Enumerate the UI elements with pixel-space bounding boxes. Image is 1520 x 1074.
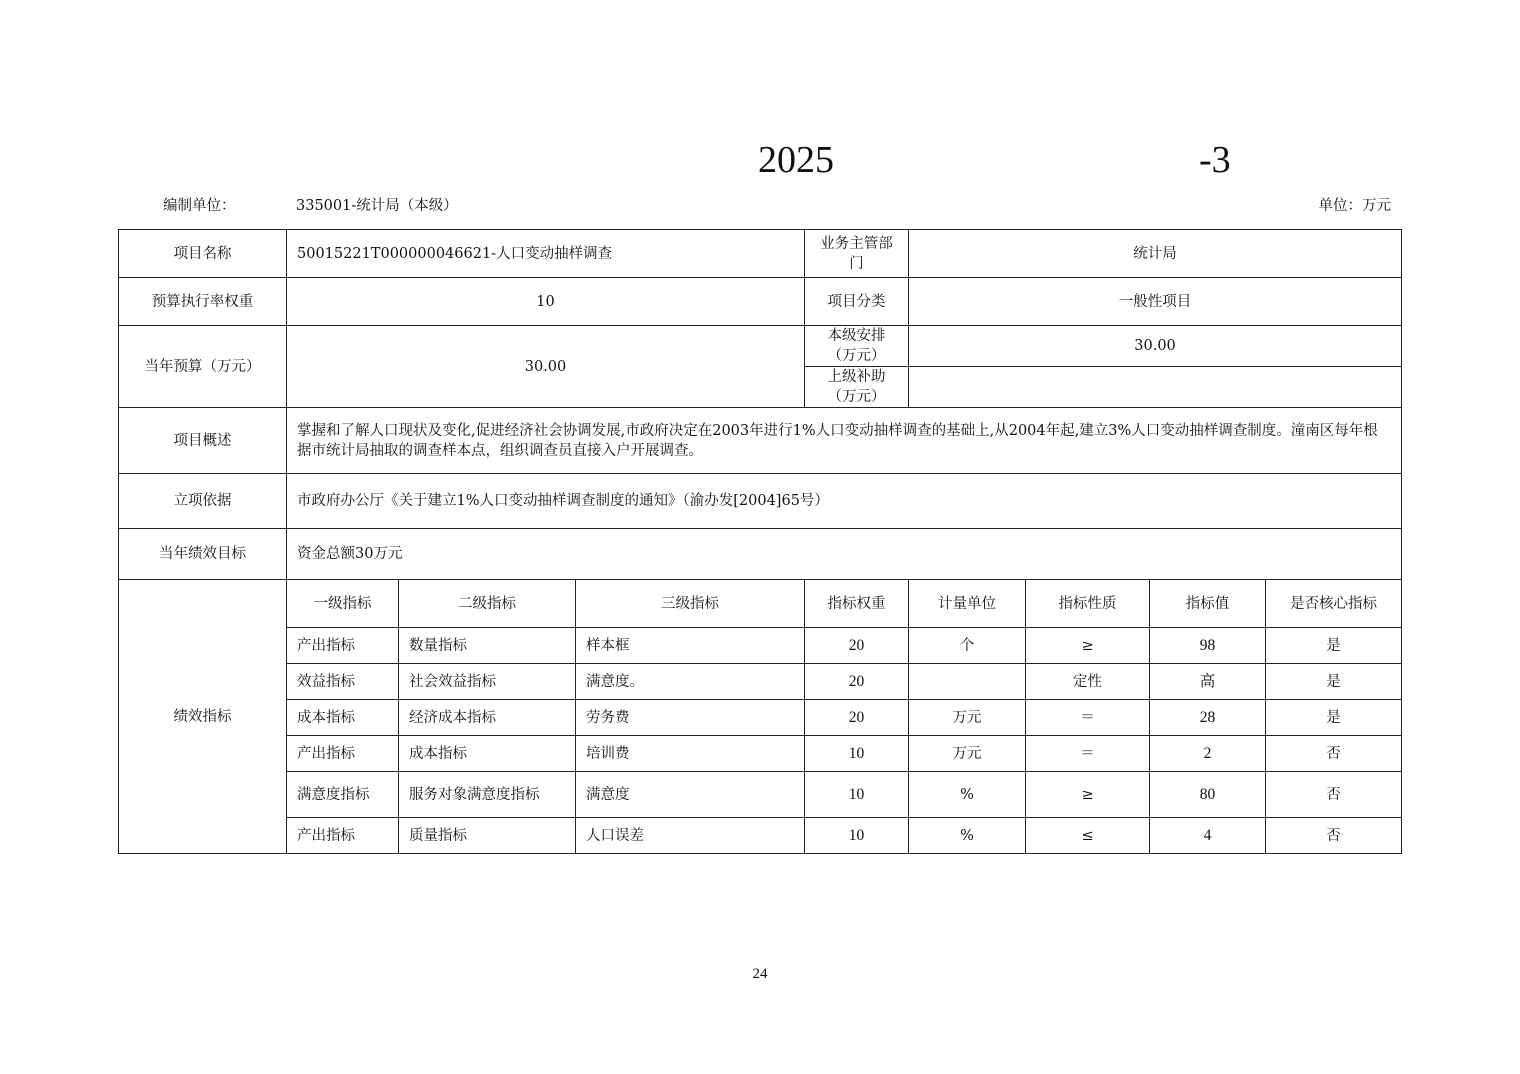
level3-cell: 样本框 [576, 628, 805, 664]
overview-label: 项目概述 [119, 408, 287, 474]
nature-cell: ≥ [1026, 628, 1150, 664]
header-level3: 三级指标 [576, 580, 805, 628]
value-cell: 2 [1150, 736, 1266, 772]
unit-cell: 万元 [909, 700, 1026, 736]
project-name-value: 50015221T000000046621-人口变动抽样调查 [287, 230, 805, 278]
nature-cell: ＝ [1026, 736, 1150, 772]
header-nature: 指标性质 [1026, 580, 1150, 628]
report-title-code: -3 [1199, 139, 1231, 181]
goal-label: 当年绩效目标 [119, 529, 287, 580]
row-overview [119, 408, 1402, 474]
level2-cell: 社会效益指标 [399, 664, 576, 700]
compiling-unit-value: 335001-统计局（本级） [296, 198, 458, 214]
value-cell: 80 [1150, 772, 1266, 818]
nature-cell: ＝ [1026, 700, 1150, 736]
core-cell: 是 [1266, 700, 1402, 736]
weight-cell: 10 [805, 818, 909, 854]
weight-label: 预算执行率权重 [119, 278, 287, 326]
header-unit: 计量单位 [909, 580, 1026, 628]
nature-cell: ≥ [1026, 772, 1150, 818]
row-project-name [119, 230, 1402, 278]
level2-cell: 成本指标 [399, 736, 576, 772]
level1-cell: 产出指标 [287, 736, 399, 772]
unit-cell: % [909, 818, 1026, 854]
nature-cell: 定性 [1026, 664, 1150, 700]
project-name-label: 项目名称 [119, 230, 287, 278]
level1-cell: 效益指标 [287, 664, 399, 700]
row-budget [119, 326, 1402, 367]
core-cell: 是 [1266, 664, 1402, 700]
level2-cell: 质量指标 [399, 818, 576, 854]
indicator-header-row [119, 580, 1402, 628]
project-performance-table [118, 229, 1402, 854]
unit-cell: % [909, 772, 1026, 818]
level3-cell: 满意度 [576, 772, 805, 818]
indicator-row [119, 736, 1402, 772]
header-value: 指标值 [1150, 580, 1266, 628]
level1-cell: 满意度指标 [287, 772, 399, 818]
level3-cell: 满意度。 [576, 664, 805, 700]
indicators-label: 绩效指标 [119, 580, 287, 854]
value-cell: 高 [1150, 664, 1266, 700]
category-value: 一般性项目 [909, 278, 1402, 326]
core-cell: 否 [1266, 736, 1402, 772]
upper-subsidy-label: 上级补助（万元） [805, 367, 909, 408]
category-label: 项目分类 [805, 278, 909, 326]
value-cell: 4 [1150, 818, 1266, 854]
page-number: 24 [752, 966, 768, 982]
level2-cell: 数量指标 [399, 628, 576, 664]
weight-cell: 20 [805, 628, 909, 664]
goal-value: 资金总额30万元 [287, 529, 1402, 580]
basis-label: 立项依据 [119, 474, 287, 529]
local-budget-value: 30.00 [909, 326, 1402, 367]
indicator-row [119, 772, 1402, 818]
level3-cell: 人口误差 [576, 818, 805, 854]
weight-cell: 20 [805, 664, 909, 700]
indicator-row [119, 628, 1402, 664]
level1-cell: 成本指标 [287, 700, 399, 736]
indicator-row [119, 818, 1402, 854]
header-level2: 二级指标 [399, 580, 576, 628]
row-goal [119, 529, 1402, 580]
unit-cell: 万元 [909, 736, 1026, 772]
budget-value: 30.00 [287, 326, 805, 408]
unit-cell: 个 [909, 628, 1026, 664]
header-core: 是否核心指标 [1266, 580, 1402, 628]
weight-value: 10 [287, 278, 805, 326]
level2-cell: 经济成本指标 [399, 700, 576, 736]
weight-cell: 10 [805, 736, 909, 772]
level3-cell: 劳务费 [576, 700, 805, 736]
weight-cell: 10 [805, 772, 909, 818]
weight-cell: 20 [805, 700, 909, 736]
budget-label: 当年预算（万元） [119, 326, 287, 408]
level2-cell: 服务对象满意度指标 [399, 772, 576, 818]
value-cell: 98 [1150, 628, 1266, 664]
overview-value: 掌握和了解人口现状及变化,促进经济社会协调发展,市政府决定在2003年进行1%人口变动抽样调查的基础上,从2004年起,建立3%人口变动抽样调查制度。潼南区每年根据市统计局抽取的调查样本点，组织调查员直接入户开展调查。 [287, 408, 1402, 474]
level1-cell: 产出指标 [287, 818, 399, 854]
report-title-year: 2025 [758, 139, 834, 181]
indicator-row [119, 700, 1402, 736]
upper-subsidy-value [909, 367, 1402, 408]
row-basis [119, 474, 1402, 529]
local-budget-label: 本级安排（万元） [805, 326, 909, 367]
dept-label: 业务主管部门 [805, 230, 909, 278]
basis-value: 市政府办公厅《关于建立1%人口变动抽样调查制度的通知》（渝办发[2004]65号） [287, 474, 1402, 529]
header-level1: 一级指标 [287, 580, 399, 628]
row-weight [119, 278, 1402, 326]
header-weight: 指标权重 [805, 580, 909, 628]
currency-unit: 单位：万元 [1318, 198, 1391, 214]
indicator-row [119, 664, 1402, 700]
compiling-unit-label: 编制单位： [163, 198, 236, 214]
level3-cell: 培训费 [576, 736, 805, 772]
core-cell: 是 [1266, 628, 1402, 664]
core-cell: 否 [1266, 772, 1402, 818]
level1-cell: 产出指标 [287, 628, 399, 664]
value-cell: 28 [1150, 700, 1266, 736]
nature-cell: ≤ [1026, 818, 1150, 854]
dept-value: 统计局 [909, 230, 1402, 278]
core-cell: 否 [1266, 818, 1402, 854]
unit-cell [909, 664, 1026, 700]
